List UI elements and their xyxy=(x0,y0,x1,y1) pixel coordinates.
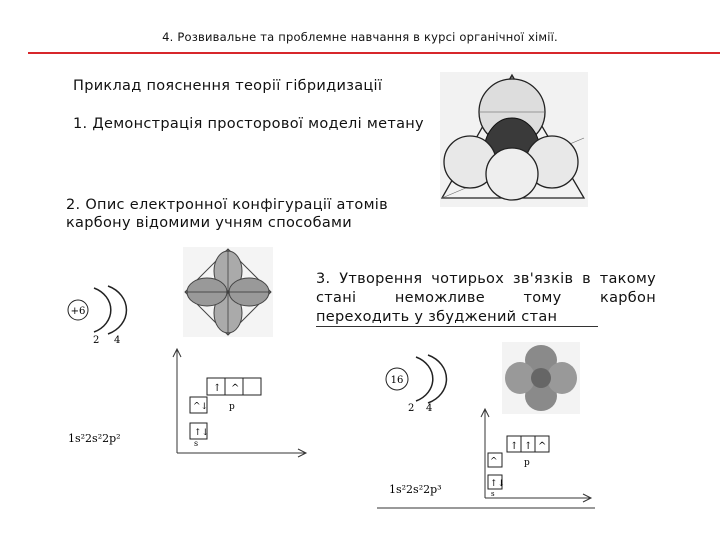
item-3-line-2: стані неможливе тому карбон xyxy=(316,290,656,306)
ground-shell-1-count: 2 xyxy=(93,335,100,345)
ground-orbital-image xyxy=(183,247,273,337)
item-2-line-2: карбону відомими учням способами xyxy=(66,215,352,231)
svg-text:↑: ↑ xyxy=(213,383,222,394)
svg-text:^: ^ xyxy=(490,457,498,467)
methane-model-image xyxy=(440,72,588,207)
svg-text:↑↓: ↑↓ xyxy=(194,428,210,438)
excited-p-label: p xyxy=(524,458,530,468)
excited-s-label: s xyxy=(491,490,495,498)
item-3-underline xyxy=(316,326,598,327)
ground-energy-diagram xyxy=(55,345,315,515)
svg-text:^: ^ xyxy=(231,383,240,394)
svg-text:^↓: ^↓ xyxy=(193,402,209,412)
excited-nucleus-charge: 16 xyxy=(390,375,404,386)
excited-atom-diagram xyxy=(380,350,460,412)
slide-header: 4. Розвивальне та проблемне навчання в курсі органічної хімії. xyxy=(162,30,558,44)
svg-text:↑: ↑ xyxy=(524,441,533,452)
svg-text:↑: ↑ xyxy=(510,441,519,452)
header-divider xyxy=(28,52,720,54)
ground-electron-formula: 1s²2s²2p² xyxy=(68,432,121,445)
item-3-line-1: 3. Утворення чотирьох зв'язків в такому xyxy=(316,271,656,287)
svg-text:^: ^ xyxy=(538,441,547,452)
ground-nucleus-charge: +6 xyxy=(70,306,86,317)
ground-shell-2-count: 4 xyxy=(114,335,121,345)
excited-electron-formula: 1s²2s²2p³ xyxy=(389,483,442,496)
item-1-text: 1. Демонстрація просторової моделі метану xyxy=(73,116,424,132)
excited-shell-1-count: 2 xyxy=(408,403,415,412)
excited-energy-diagram xyxy=(375,405,595,510)
slide-title: Приклад пояснення теорії гібридизації xyxy=(73,78,383,94)
ground-atom-diagram xyxy=(62,283,142,345)
item-2-line-1: 2. Опис електронної конфігурації атомів xyxy=(66,197,388,213)
excited-orbital-image xyxy=(502,342,580,414)
item-3-line-3: переходить у збуджений стан xyxy=(316,309,558,325)
svg-text:↑↓: ↑↓ xyxy=(490,479,506,489)
excited-shell-2-count: 4 xyxy=(426,403,433,412)
ground-p-label: p xyxy=(229,402,235,412)
ground-s-label: s xyxy=(194,439,199,448)
